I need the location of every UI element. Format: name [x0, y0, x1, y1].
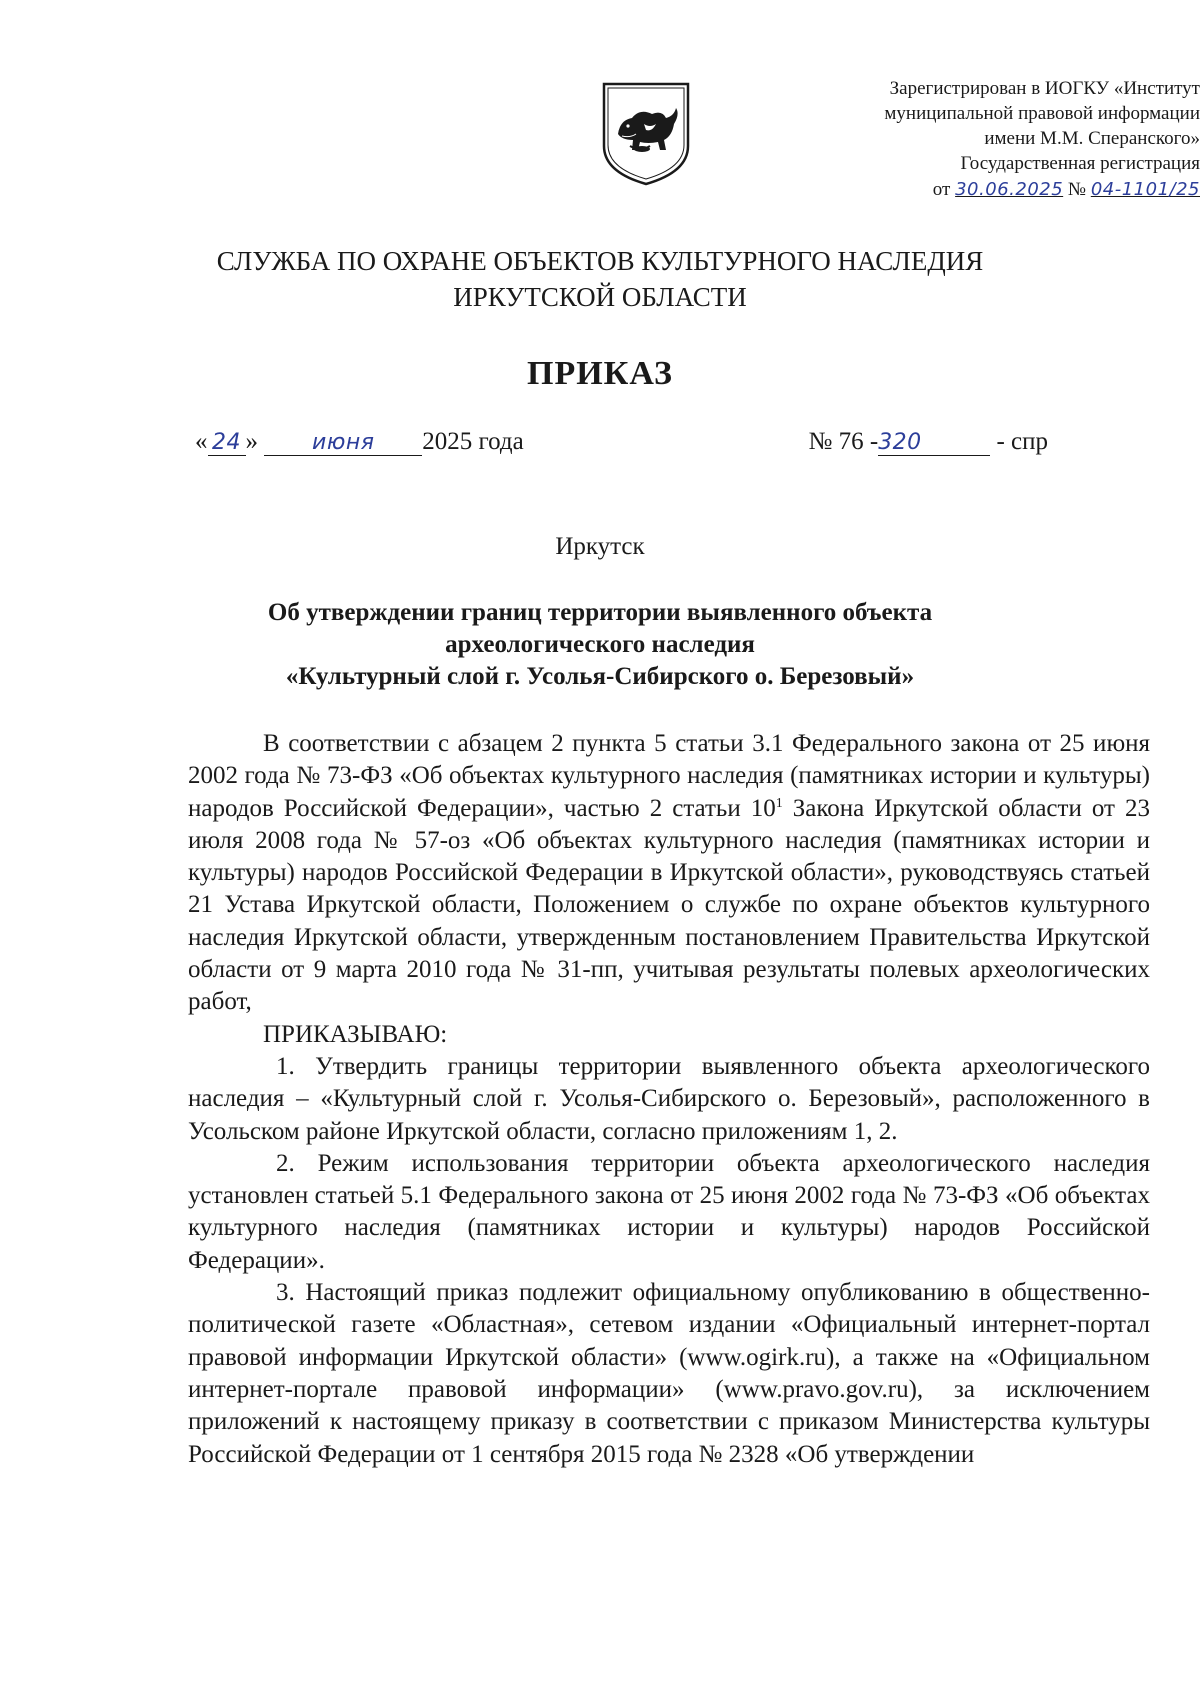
order-subject-line-1: Об утверждении границ территории выявленного объекта — [267, 599, 933, 626]
order-number-value: 320 — [878, 430, 922, 455]
organization-title-line-1: СЛУЖБА ПО ОХРАНЕ ОБЪЕКТОВ КУЛЬТУРНОГО НАСЛЕДИЯ — [216, 246, 984, 276]
stamp-registration-line — [800, 177, 1200, 202]
stamp-line-4: Государственная регистрация — [960, 153, 1200, 174]
order-subject — [150, 597, 1050, 693]
order-subject-line-3: «Культурный слой г. Усолья-Сибирского о. Березовый» — [285, 663, 915, 690]
preamble-paragraph — [188, 728, 1150, 1019]
date-month-field — [264, 430, 422, 456]
order-number-field — [878, 430, 990, 456]
order-word: ПРИКАЗЫВАЮ: — [263, 1020, 448, 1048]
order-item-1: 1. Утвердить границы территории выявленного объекта археологического наследия – «Культурный слой г. Усолья-Сибирского о. Березовый», расположенного в Усольском районе Иркутской области, согласно приложениям 1, 2. — [188, 1052, 1150, 1145]
date-open-quote: « — [195, 428, 208, 455]
date-day: 24 — [212, 430, 241, 455]
stamp-line-3: имени М.М. Сперанского» — [984, 128, 1200, 149]
document-type: ПРИКАЗ — [527, 355, 673, 392]
order-date — [195, 428, 524, 456]
stamp-registration-date: 30.06.2025 — [955, 179, 1064, 200]
registration-stamp — [800, 76, 1200, 202]
date-month: июня — [312, 430, 375, 455]
stamp-registration-number: 04-1101/25 — [1090, 179, 1200, 200]
order-item-2: 2. Режим использования территории объекта археологического наследия установлен статьей 5.1 Федерального закона от 25 июня 2002 года № 73-ФЗ «Об объектах культурного наследия (памятниках истории и культуры) народов Российской Федерации». — [188, 1149, 1150, 1274]
date-day-field — [208, 430, 246, 456]
organization-title-line-2: ИРКУТСКОЙ ОБЛАСТИ — [453, 282, 747, 312]
stamp-number-prefix: № — [1067, 179, 1087, 200]
order-number-suffix: - спр — [996, 428, 1048, 455]
order-body — [188, 728, 1150, 1471]
preamble-superscript: 1 — [775, 795, 783, 811]
stamp-line-2: муниципальной правовой информации — [884, 103, 1200, 124]
stamp-line-1: Зарегистрирован в ИОГКУ «Институт — [889, 78, 1200, 99]
city-name: Иркутск — [555, 533, 645, 560]
order-number-prefix: № 76 - — [808, 428, 879, 455]
preamble-part-1: В соответствии с абзацем 2 пункта 5 статьи 3.1 Федерального закона от 25 июня 2002 года № 73-ФЗ «Об объектах культурного наследия (памятниках истории и культуры) народов Российской Федерации», частью 2 статьи 10 — [188, 730, 1150, 822]
date-year: 2025 года — [422, 428, 524, 455]
stamp-from-prefix: от — [932, 179, 951, 200]
order-item-3: 3. Настоящий приказ подлежит официальному опубликованию в общественно-политической газете «Областная», сетевом издании «Официальный интернет-портал правовой информации Иркутской области» (www.ogirk.ru), а также на «Официальном интернет-портале правовой информации» (www.pravo.gov.ru), за исключением приложений к настоящему приказу в соответствии с приказом Министерства культуры Российской Федерации от 1 сентября 2015 года № 2328 «Об утверждении — [188, 1279, 1150, 1468]
organization-title — [150, 243, 1050, 315]
preamble-part-2: Закона Иркутской области от 23 июля 2008 года № 57-оз «Об объектах культурного наследия (памятниках истории и культуры) народов Российской Федерации в Иркутской области», руководствуясь статьей 21 Устава Иркутской области, Положением о службе по охране объектов культурного наследия Иркутской области, утвержденным постановлением Правительства Иркутской области от 9 марта 2010 года № 31-пп, учитывая результаты полевых археологических работ, — [188, 794, 1150, 1016]
date-close-quote: » — [245, 428, 258, 455]
order-number — [809, 428, 1049, 456]
coat-of-arms-icon — [600, 80, 692, 188]
order-subject-line-2: археологического наследия — [445, 631, 755, 658]
